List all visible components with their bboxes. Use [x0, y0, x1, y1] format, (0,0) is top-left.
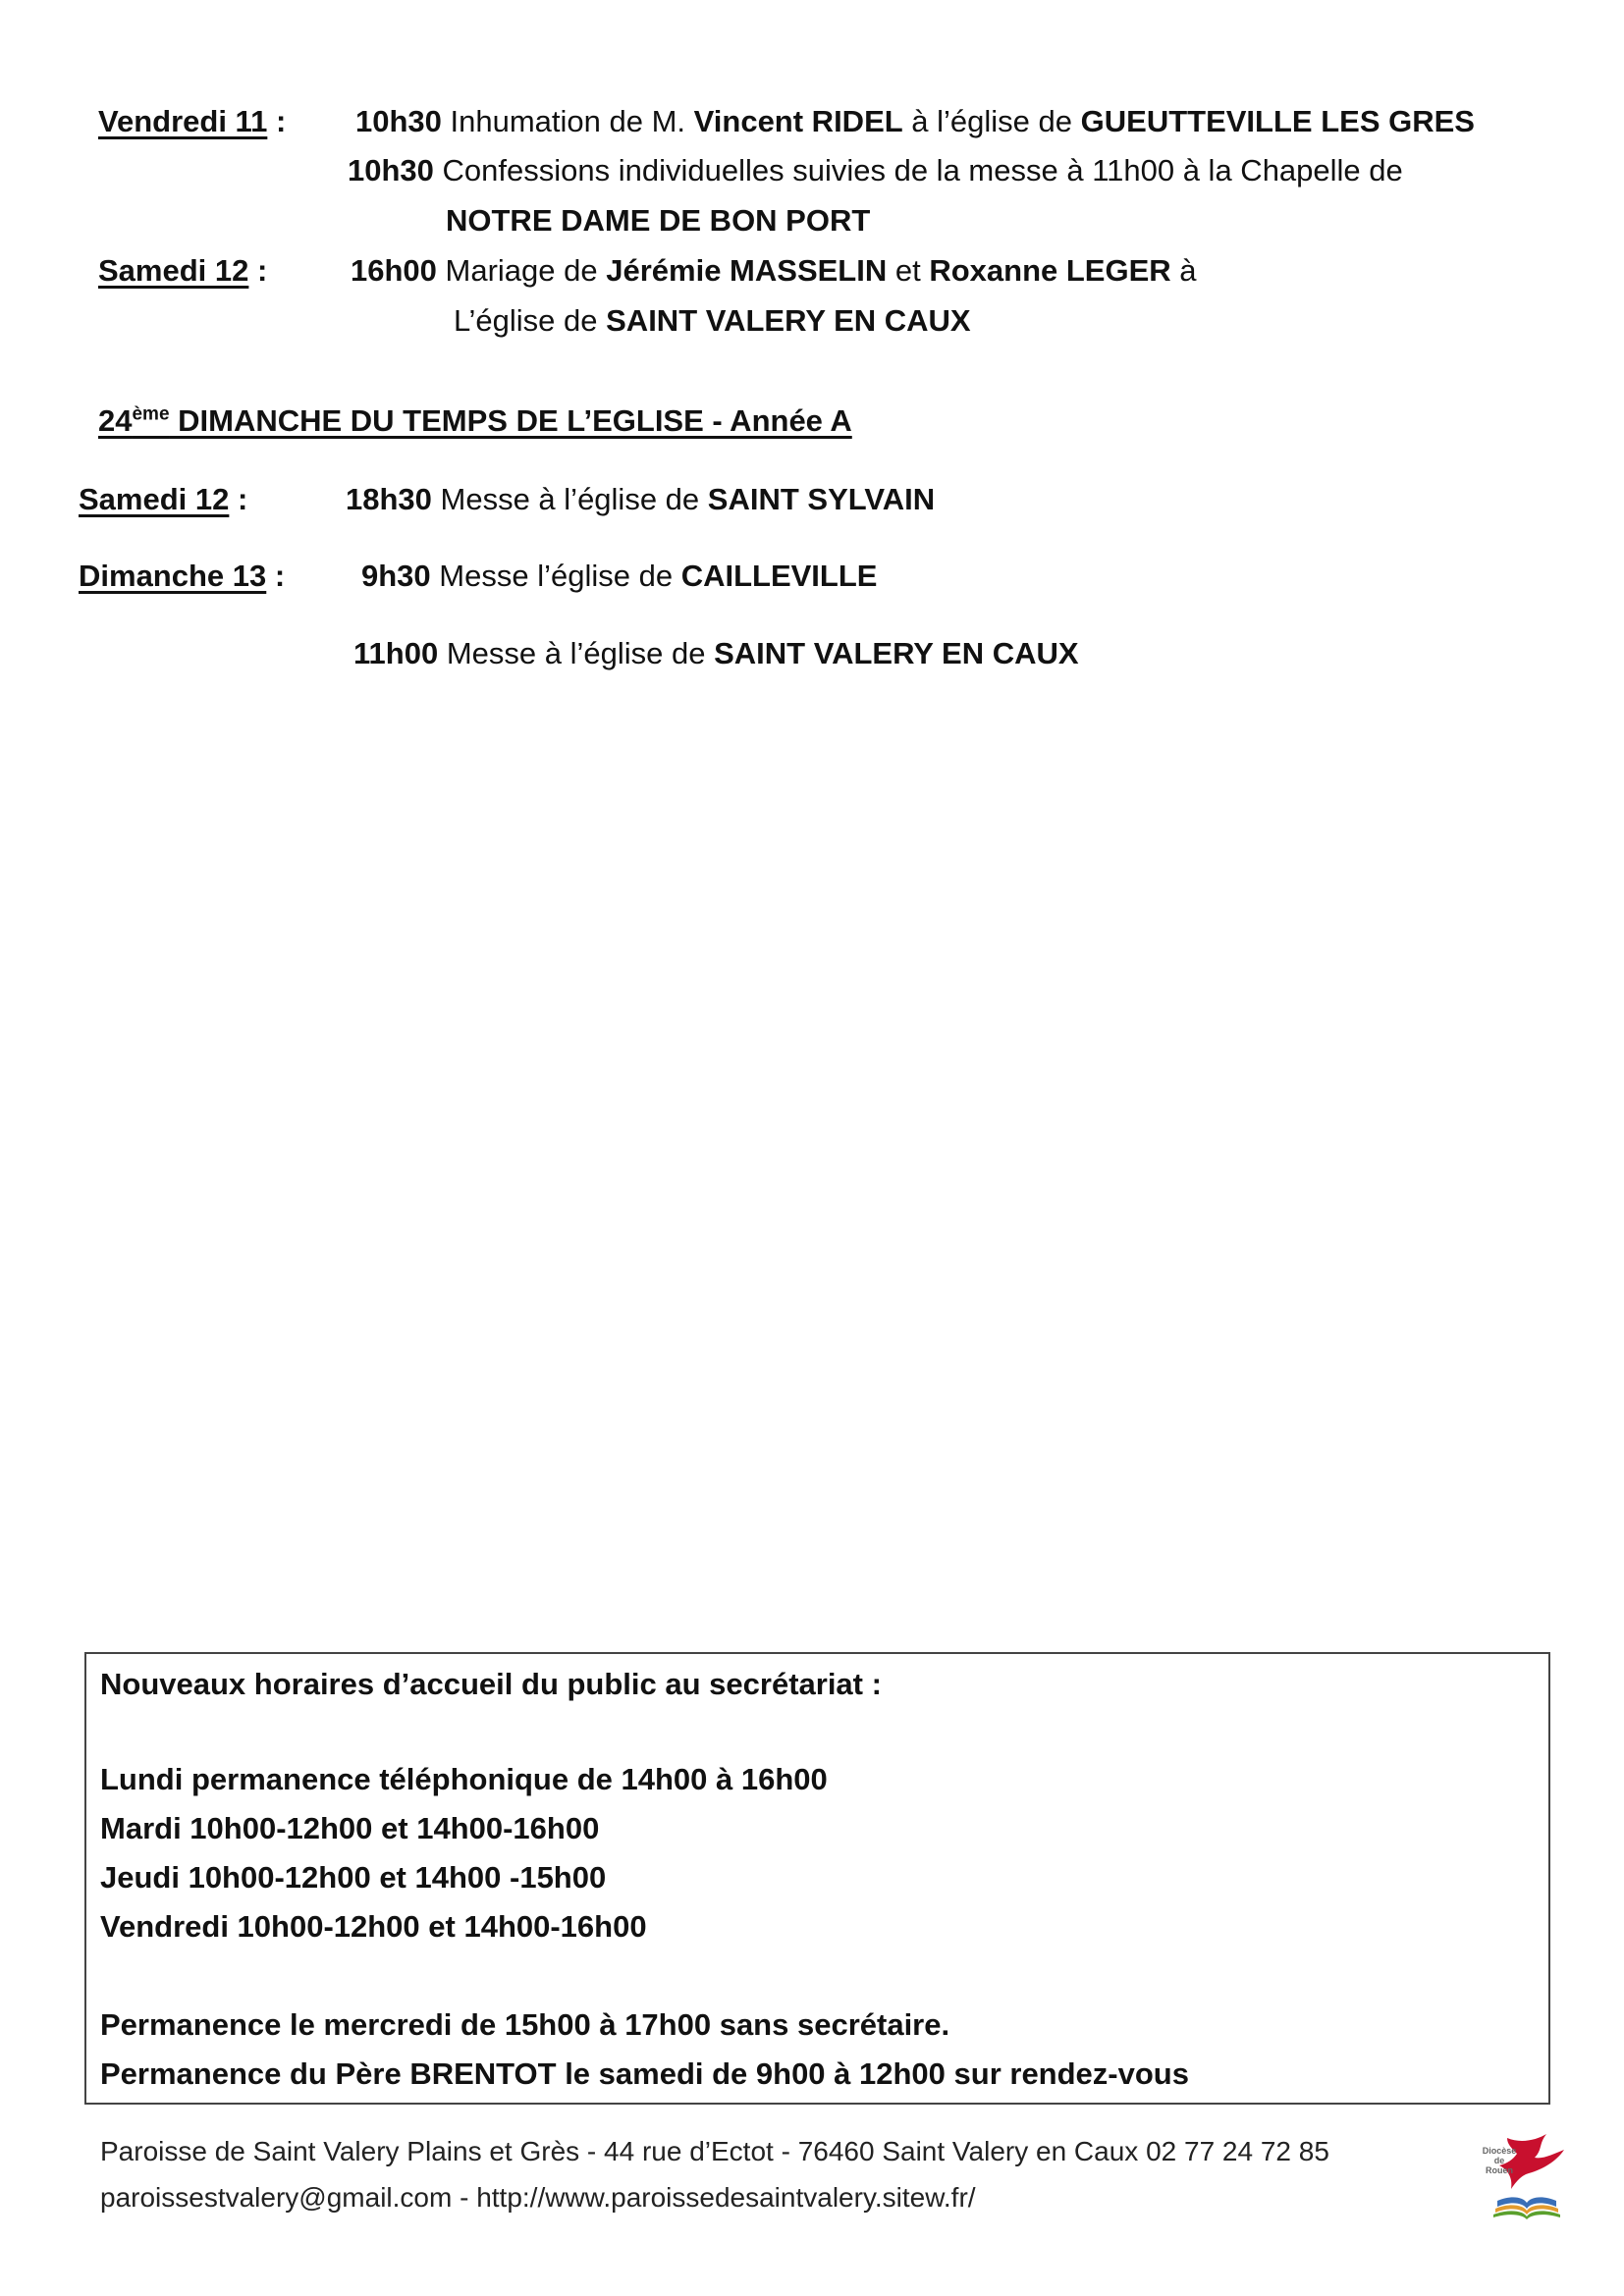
schedule-entry	[351, 251, 1197, 291]
logo-text	[1480, 2146, 1519, 2175]
entry-place: SAINT SYLVAIN	[707, 482, 936, 516]
schedule-entry	[355, 102, 1475, 141]
entry-text: Messe à l’église de	[431, 482, 708, 516]
entry-place: GUEUTTEVILLE LES GRES	[1080, 104, 1475, 138]
entry-time: 11h00	[353, 636, 439, 670]
logo-text-line: de Rouen	[1486, 2156, 1513, 2175]
entry-text: Messe à l’église de	[438, 636, 715, 670]
schedule-entry	[346, 480, 935, 519]
schedule-entry-continuation	[454, 301, 971, 341]
footer-address: Paroisse de Saint Valery Plains et Grès - 44 rue d’Ectot - 76460 Saint Valery en Caux 02 77 24 72 85	[100, 2136, 1329, 2166]
entry-time: 9h30	[361, 559, 431, 593]
office-hours-title: Nouveaux horaires d’accueil du public au secrétariat :	[100, 1667, 882, 1701]
entry-name: Roxanne LEGER	[929, 253, 1171, 288]
entry-place: NOTRE DAME DE BON PORT	[446, 203, 871, 238]
office-hours-box	[84, 1652, 1550, 2105]
entry-time: 10h30	[348, 153, 434, 187]
day-separator: :	[229, 482, 248, 516]
schedule-row	[79, 480, 247, 519]
heading-text: DIMANCHE DU TEMPS DE L’EGLISE - Année A	[169, 403, 852, 438]
schedule-entry	[348, 151, 1403, 190]
schedule-entry	[353, 634, 1079, 673]
logo-text-line: Diocèse	[1482, 2146, 1517, 2156]
schedule-entry-continuation	[446, 201, 870, 240]
office-hours-note: Permanence le mercredi de 15h00 à 17h00 sans secrétaire.	[100, 2007, 950, 2042]
entry-time: 18h30	[346, 482, 432, 516]
day-label: Samedi 12	[79, 482, 230, 516]
footer-contact[interactable]: paroissestvalery@gmail.com - http://www.paroissedesaintvalery.sitew.fr/	[100, 2182, 976, 2213]
entry-name: Jérémie MASSELIN	[606, 253, 888, 288]
entry-name: Vincent RIDEL	[693, 104, 903, 138]
diocese-dove-book-icon	[1478, 2130, 1572, 2220]
office-hours-note: Permanence du Père BRENTOT le samedi de 9h00 à 12h00 sur rendez-vous	[100, 2056, 1189, 2091]
entry-place: SAINT VALERY EN CAUX	[606, 303, 971, 338]
office-hours-line: Lundi permanence téléphonique de 14h00 à 16h00	[100, 1762, 828, 1796]
day-label: Dimanche 13	[79, 559, 267, 593]
office-hours-line: Mardi 10h00-12h00 et 14h00-16h00	[100, 1811, 600, 1845]
day-separator: :	[248, 253, 268, 288]
heading-ordinal: ème	[132, 403, 170, 425]
entry-place: CAILLEVILLE	[680, 559, 878, 593]
office-hours-line: Vendredi 10h00-12h00 et 14h00-16h00	[100, 1909, 647, 1944]
entry-text: Messe l’église de	[430, 559, 681, 593]
sunday-heading	[98, 401, 852, 441]
entry-text: Confessions individuelles suivies de la messe à 11h00 à la Chapelle de	[433, 153, 1403, 187]
office-hours-line: Jeudi 10h00-12h00 et 14h00 -15h00	[100, 1860, 607, 1895]
schedule-row	[79, 557, 285, 596]
entry-place: SAINT VALERY EN CAUX	[714, 636, 1079, 670]
diocese-logo	[1478, 2130, 1572, 2220]
heading-number: 24	[98, 403, 133, 438]
entry-text: Inhumation de M.	[441, 104, 694, 138]
entry-text: et	[887, 253, 930, 288]
entry-time: 16h00	[351, 253, 437, 288]
entry-text: Mariage de	[436, 253, 607, 288]
day-separator: :	[267, 104, 287, 138]
entry-time: 10h30	[355, 104, 442, 138]
day-label: Vendredi 11	[98, 104, 268, 138]
schedule-row	[98, 102, 286, 141]
schedule-row	[98, 251, 267, 291]
day-separator: :	[266, 559, 286, 593]
entry-text: L’église de	[454, 303, 607, 338]
entry-text: à	[1170, 253, 1197, 288]
day-label: Samedi 12	[98, 253, 249, 288]
schedule-entry	[361, 557, 877, 596]
entry-text: à l’église de	[902, 104, 1081, 138]
